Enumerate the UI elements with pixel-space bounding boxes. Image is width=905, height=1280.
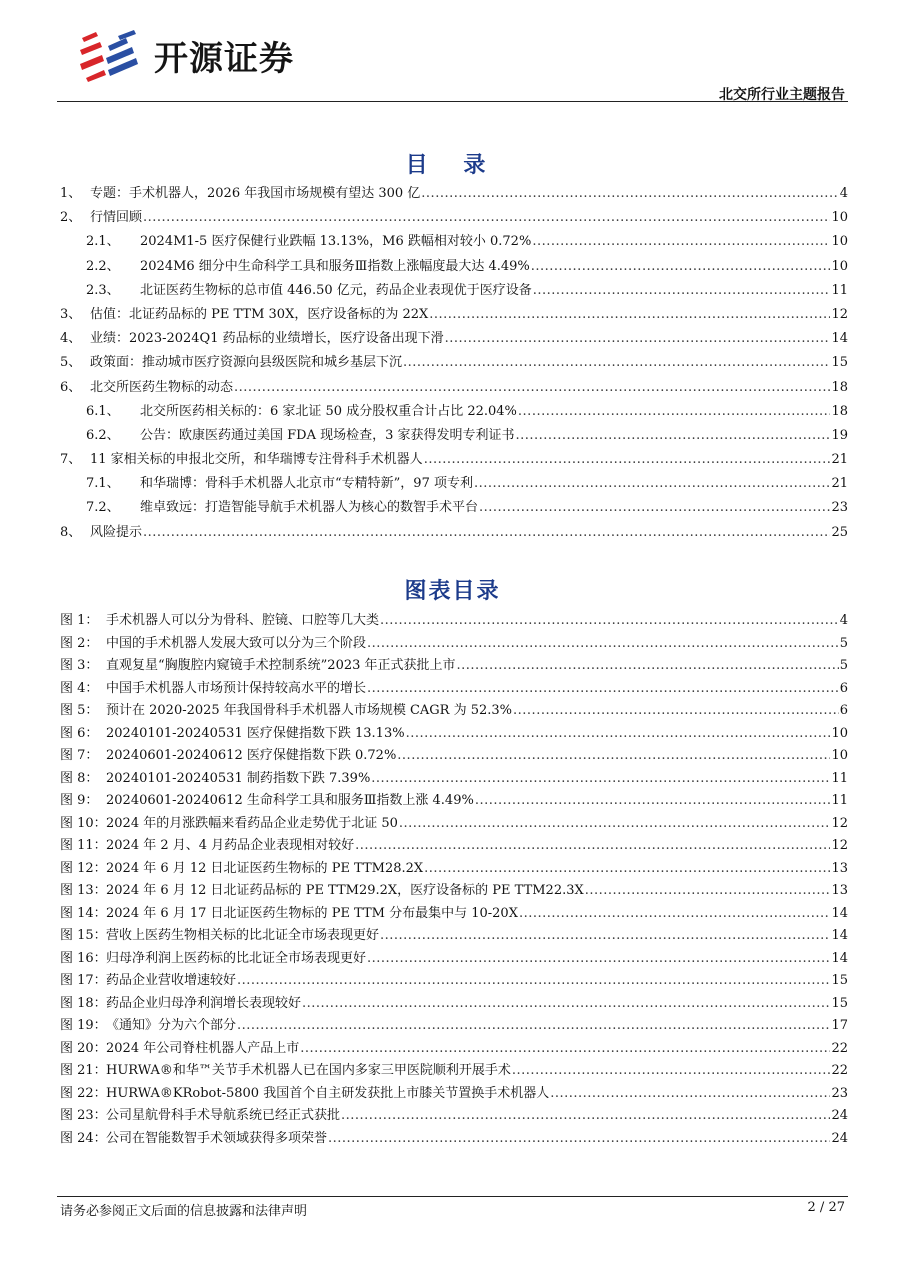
entry-page: 22: [831, 1040, 848, 1056]
entry-number: 图 10：: [60, 815, 107, 831]
toc-entry[interactable]: [60, 472, 848, 496]
entry-page: 6: [839, 703, 848, 718]
entry-page: 15: [831, 355, 848, 371]
toc-entry[interactable]: [60, 351, 848, 375]
dot-leader: [399, 813, 831, 836]
figure-entry[interactable]: [60, 610, 848, 633]
entry-number: 图 11：: [60, 838, 107, 853]
entry-page: 10: [831, 234, 848, 250]
entry-page: 10: [831, 210, 848, 226]
toc-title: 目 录: [405, 153, 500, 178]
entry-number: 图 12：: [60, 860, 107, 876]
entry-number: 1、: [60, 186, 82, 201]
entry-number: 图 6：: [60, 725, 99, 741]
entry-title: 2024 年 6 月 12 日北证药品标的 PE TTM29.2X，医疗设备标的 PE TTM22.3X: [106, 883, 584, 898]
entry-number: 图 1：: [60, 613, 99, 628]
entry-title: 手术机器人可以分为骨科、腔镜、口腔等几大类: [106, 613, 380, 628]
entry-number: 图 14：: [60, 905, 107, 921]
entry-page: 18: [831, 379, 848, 395]
entry-page: 14: [831, 950, 848, 966]
entry-title: 2024M1-5 医疗保健行业跌幅 13.13%，M6 跌幅相对较小 0.72%: [140, 234, 532, 250]
dot-leader: [367, 948, 830, 971]
dot-leader: [367, 633, 839, 656]
figure-entry[interactable]: [60, 700, 848, 723]
entry-title: 2024 年 6 月 12 日北证医药生物标的 PE TTM28.2X: [106, 860, 424, 876]
entry-title: 北交所医药生物标的动态: [90, 379, 234, 395]
entry-page: 21: [831, 476, 848, 492]
entry-number: 图 9：: [60, 793, 99, 808]
entry-number: 图 22：: [60, 1085, 107, 1101]
entry-page: 10: [831, 258, 848, 274]
dot-leader: [406, 723, 831, 746]
dot-leader: [300, 1038, 830, 1061]
entry-page: 25: [831, 524, 848, 540]
entry-page: 14: [831, 905, 848, 921]
entry-page: 10: [831, 725, 848, 741]
figure-entry[interactable]: [60, 1060, 848, 1083]
entry-number: 6.1、: [86, 403, 120, 419]
figure-entry[interactable]: [60, 723, 848, 746]
entry-page: 12: [831, 815, 848, 831]
entry-number: 图 7：: [60, 748, 99, 763]
entry-title: 11 家相关标的申报北交所，和华瑞博专注骨科手术机器人: [90, 452, 423, 468]
entry-number: 6、: [60, 379, 82, 395]
figure-entry[interactable]: [60, 1105, 848, 1128]
dot-leader: [355, 835, 830, 858]
entry-title: 直观复星“胸腹腔内窥镜手术控制系统”2023 年正式获批上市: [106, 658, 456, 673]
logo-mark-icon: [78, 28, 142, 82]
dot-leader: [380, 925, 830, 948]
dot-leader: [397, 745, 830, 768]
figure-entry[interactable]: [60, 790, 848, 813]
entry-page: 11: [831, 770, 848, 786]
page-indicator: 2 / 27: [807, 1200, 845, 1215]
entry-title: 20240601-20240612 生命科学工具和服务Ⅲ指数上涨 4.49%: [106, 793, 474, 808]
figure-entry[interactable]: [60, 813, 848, 836]
entry-number: 图 8：: [60, 770, 99, 786]
figure-entry[interactable]: [60, 1038, 848, 1061]
entry-page: 13: [831, 860, 848, 876]
figure-entry[interactable]: [60, 858, 848, 881]
entry-number: 8、: [60, 524, 82, 540]
toc-entry[interactable]: [60, 279, 848, 303]
entry-page: 6: [839, 680, 848, 696]
brand-logo: [78, 28, 294, 82]
entry-title: HURWA®和华™关节手术机器人已在国内多家三甲医院顺利开展手术: [106, 1063, 511, 1078]
entry-title: 维卓致远：打造智能导航手术机器人为核心的数智手术平台: [140, 500, 479, 516]
entry-number: 图 13：: [60, 883, 107, 898]
entry-title: 2024 年的月涨跌幅来看药品企业走势优于北证 50: [106, 815, 398, 831]
entry-number: 图 15：: [60, 928, 107, 943]
dot-leader: [519, 903, 831, 926]
entry-number: 3、: [60, 306, 82, 322]
dot-leader: [585, 880, 831, 903]
entry-page: 12: [831, 306, 848, 322]
dot-leader: [516, 424, 831, 448]
dot-leader: [328, 1128, 830, 1151]
figure-entry[interactable]: [60, 970, 848, 993]
entry-page: 10: [831, 748, 848, 763]
entry-page: 23: [831, 1085, 848, 1101]
entry-title: 和华瑞博：骨科手术机器人北京市“专精特新”，97 项专利: [140, 476, 473, 492]
entry-title: 中国的手术机器人发展大致可以分为三个阶段: [106, 635, 367, 651]
entry-page: 11: [831, 282, 848, 298]
entry-page: 5: [839, 635, 848, 651]
entry-title: 20240101-20240531 医疗保健指数下跌 13.13%: [106, 725, 405, 741]
figure-list: [60, 610, 848, 1150]
toc-entry[interactable]: [60, 303, 848, 327]
entry-number: 6.2、: [86, 427, 120, 443]
figure-entry[interactable]: [60, 835, 848, 858]
dot-leader: [457, 655, 839, 678]
entry-page: 24: [831, 1130, 848, 1146]
dot-leader: [445, 327, 831, 351]
dot-leader: [479, 496, 830, 520]
entry-page: 14: [831, 928, 848, 943]
entry-title: 专题：手术机器人，2026 年我国市场规模有望达 300 亿: [90, 186, 421, 201]
dot-leader: [237, 1015, 830, 1038]
dot-leader: [518, 400, 831, 424]
dot-leader: [475, 790, 831, 813]
entry-number: 图 3：: [60, 658, 99, 673]
toc-list: [60, 182, 848, 545]
footer-disclaimer: 请务必参阅正文后面的信息披露和法律声明: [60, 1204, 308, 1219]
entry-title: 行情回顾: [90, 210, 143, 226]
toc-entry[interactable]: [60, 496, 848, 520]
entry-page: 22: [831, 1063, 848, 1078]
dot-leader: [531, 255, 831, 279]
entry-title: 药品企业归母净利润增长表现较好: [106, 995, 302, 1011]
report-type-label: 北交所行业主题报告: [719, 87, 845, 103]
entry-page: 14: [831, 331, 848, 347]
footer-divider: [57, 1196, 848, 1197]
dot-leader: [512, 1060, 831, 1083]
header-divider: [57, 101, 848, 102]
dot-leader: [550, 1083, 830, 1106]
figure-entry[interactable]: [60, 1015, 848, 1038]
entry-title: 2024 年 2 月、4 月药品企业表现相对较好: [106, 838, 355, 853]
figure-entry[interactable]: [60, 1128, 848, 1151]
figure-entry[interactable]: [60, 903, 848, 926]
entry-number: 图 5：: [60, 703, 99, 718]
entry-page: 19: [831, 427, 848, 443]
figure-entry[interactable]: [60, 745, 848, 768]
entry-page: 17: [831, 1018, 848, 1033]
entry-title: 政策面：推动城市医疗资源向县级医院和城乡基层下沉: [90, 355, 403, 371]
figure-entry[interactable]: [60, 678, 848, 701]
dot-leader: [143, 521, 830, 545]
toc-entry[interactable]: [60, 400, 848, 424]
entry-page: 21: [831, 452, 848, 468]
toc-entry[interactable]: [60, 376, 848, 400]
dot-leader: [421, 182, 838, 206]
entry-title: 估值：北证药品标的 PE TTM 30X，医疗设备标的为 22X: [90, 306, 429, 322]
entry-number: 5、: [60, 355, 82, 371]
entry-number: 7.1、: [86, 476, 120, 492]
entry-page: 4: [839, 613, 848, 628]
toc-entry[interactable]: [60, 327, 848, 351]
dot-leader: [341, 1105, 830, 1128]
figure-entry[interactable]: [60, 925, 848, 948]
entry-page: 13: [831, 883, 848, 898]
entry-number: 图 24：: [60, 1130, 107, 1146]
entry-page: 15: [831, 973, 848, 988]
figure-entry[interactable]: [60, 655, 848, 678]
dot-leader: [143, 206, 830, 230]
entry-number: 2.3、: [86, 282, 120, 298]
entry-number: 图 19：: [60, 1018, 107, 1033]
figure-entry[interactable]: [60, 768, 848, 791]
entry-title: 《通知》分为六个部分: [106, 1018, 237, 1033]
entry-title: 归母净利润上医药标的比北证全市场表现更好: [106, 950, 367, 966]
entry-title: 北交所医药相关标的：6 家北证 50 成分股权重合计占比 22.04%: [140, 403, 517, 419]
entry-title: 业绩：2023-2024Q1 药品标的业绩增长，医疗设备出现下滑: [90, 331, 444, 347]
dot-leader: [302, 993, 830, 1016]
entry-title: HURWA®KRobot-5800 我国首个自主研发获批上市膝关节置换手术机器人: [106, 1085, 550, 1101]
entry-page: 15: [831, 995, 848, 1011]
dot-leader: [237, 970, 830, 993]
figure-entry[interactable]: [60, 633, 848, 656]
entry-number: 7.2、: [86, 500, 120, 516]
dot-leader: [474, 472, 830, 496]
dot-leader: [380, 610, 839, 633]
entry-title: 预计在 2020-2025 年我国骨科手术机器人市场规模 CAGR 为 52.3%: [106, 703, 513, 718]
dot-leader: [403, 351, 830, 375]
entry-number: 2.2、: [86, 258, 120, 274]
dot-leader: [532, 230, 830, 254]
figure-list-title: 图表目录: [404, 579, 501, 604]
entry-title: 风险提示: [90, 524, 143, 540]
entry-page: 12: [831, 838, 848, 853]
entry-number: 7、: [60, 452, 82, 468]
entry-page: 4: [839, 186, 848, 201]
entry-number: 图 21：: [60, 1063, 107, 1078]
toc-entry[interactable]: [60, 521, 848, 545]
entry-title: 公司星航骨科手术导航系统已经正式获批: [106, 1108, 341, 1123]
dot-leader: [234, 376, 830, 400]
entry-number: 图 18：: [60, 995, 107, 1011]
entry-number: 4、: [60, 331, 82, 347]
entry-number: 图 2：: [60, 635, 99, 651]
entry-title: 中国手术机器人市场预计保持较高水平的增长: [106, 680, 367, 696]
entry-number: 2、: [60, 210, 82, 226]
toc-entry[interactable]: [60, 424, 848, 448]
dot-leader: [424, 858, 830, 881]
dot-leader: [513, 700, 839, 723]
toc-entry[interactable]: [60, 182, 848, 206]
toc-entry[interactable]: [60, 448, 848, 472]
figure-entry[interactable]: [60, 993, 848, 1016]
entry-title: 营收上医药生物相关标的比北证全市场表现更好: [106, 928, 380, 943]
entry-number: 图 16：: [60, 950, 107, 966]
entry-title: 公司在智能数智手术领域获得多项荣誉: [106, 1130, 328, 1146]
logo-text: 开源证券: [154, 38, 294, 79]
toc-entry[interactable]: [60, 206, 848, 230]
dot-leader: [429, 303, 830, 327]
entry-page: 24: [831, 1108, 848, 1123]
entry-title: 北证医药生物标的总市值 446.50 亿元，药品企业表现优于医疗设备: [140, 282, 532, 298]
entry-number: 图 23：: [60, 1108, 107, 1123]
dot-leader: [371, 768, 830, 791]
dot-leader: [424, 448, 831, 472]
entry-title: 2024 年 6 月 17 日北证医药生物标的 PE TTM 分布最集中与 10-20X: [106, 905, 518, 921]
entry-title: 20240101-20240531 制药指数下跌 7.39%: [106, 770, 371, 786]
entry-page: 5: [839, 658, 848, 673]
figure-entry[interactable]: [60, 1083, 848, 1106]
entry-title: 2024M6 细分中生命科学工具和服务Ⅲ指数上涨幅度最大达 4.49%: [140, 258, 530, 274]
entry-page: 23: [831, 500, 848, 516]
toc-entry[interactable]: [60, 230, 848, 254]
figure-entry[interactable]: [60, 948, 848, 971]
entry-title: 药品企业营收增速较好: [106, 973, 237, 988]
entry-page: 11: [831, 793, 848, 808]
entry-number: 2.1、: [86, 234, 120, 250]
entry-title: 公告：欧康医药通过美国 FDA 现场检查，3 家获得发明专利证书: [140, 427, 515, 443]
dot-leader: [533, 279, 831, 303]
entry-number: 图 4：: [60, 680, 99, 696]
entry-page: 18: [831, 403, 848, 419]
entry-title: 20240601-20240612 医疗保健指数下跌 0.72%: [106, 748, 397, 763]
dot-leader: [367, 678, 839, 701]
entry-number: 图 20：: [60, 1040, 107, 1056]
entry-number: 图 17：: [60, 973, 107, 988]
toc-entry[interactable]: [60, 255, 848, 279]
figure-entry[interactable]: [60, 880, 848, 903]
entry-title: 2024 年公司脊柱机器人产品上市: [106, 1040, 300, 1056]
